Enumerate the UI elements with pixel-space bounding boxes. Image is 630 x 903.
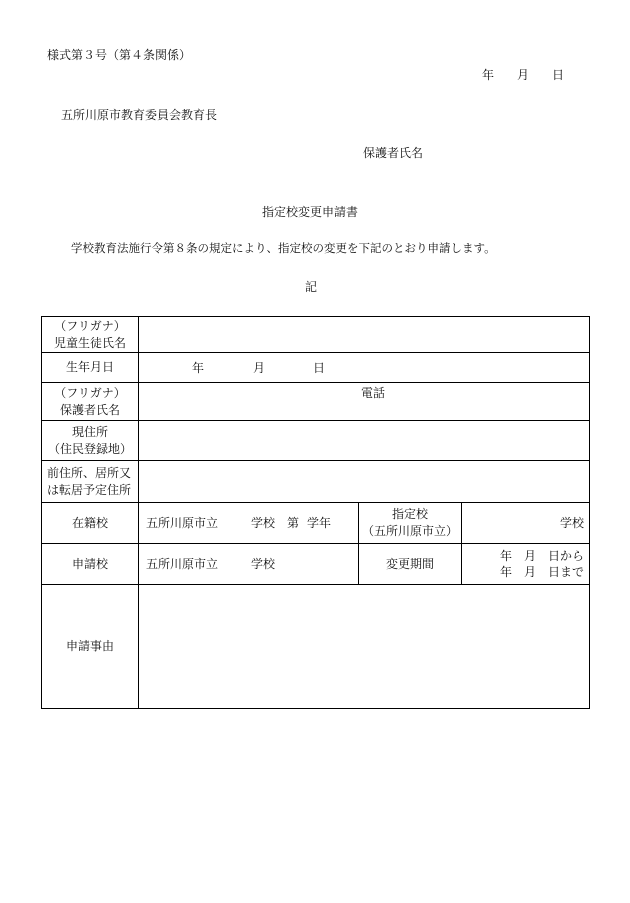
previous-address-label-cell: [42, 461, 139, 503]
row-enrolled-school: [42, 503, 590, 544]
enrolled-school-label-cell: [42, 503, 139, 544]
date-month-label: 月: [517, 68, 530, 82]
current-address-sub-label: （住民登録地）: [47, 441, 132, 456]
phone-label: 電話: [361, 386, 386, 400]
guardian-name-value-cell: [139, 383, 590, 421]
form-number: 様式第３号（第４条関係）: [47, 48, 192, 62]
student-name-label: 児童生徒氏名: [53, 335, 126, 350]
application-form-table: [41, 316, 590, 709]
previous-address-label-line1: 前住所、居所又: [47, 465, 132, 480]
student-name-label-cell: [42, 317, 139, 353]
row-birth-date: [42, 353, 590, 383]
reason-value-cell: [139, 585, 590, 709]
change-period-label-cell: [359, 544, 462, 585]
application-statement: 学校教育法施行令第８条の規定により、指定校の変更を下記のとおり申請します。: [71, 243, 496, 255]
student-name-value-cell: [139, 317, 590, 353]
reason-label: 申請事由: [65, 639, 114, 653]
applied-school-suffix: 学校: [251, 557, 276, 571]
birth-date-label: 生年月日: [65, 360, 114, 374]
student-name-furigana: （フリガナ）: [54, 318, 126, 333]
applied-school-value-cell: [139, 544, 359, 585]
ki-heading: 記: [305, 280, 318, 294]
current-address-label: 現住所: [71, 424, 108, 439]
birth-year-label: 年: [192, 360, 205, 375]
birth-day-label: 日: [313, 360, 326, 375]
row-guardian-name: [42, 383, 590, 421]
designated-school-value-cell: [462, 503, 590, 544]
guardian-name-furigana: （フリガナ）: [54, 385, 126, 400]
guardian-name-label: 保護者氏名: [363, 146, 424, 160]
document-title: 指定校変更申請書: [262, 205, 359, 219]
previous-address-label-line2: は転居予定住所: [47, 482, 132, 497]
previous-address-value-cell: [139, 461, 590, 503]
enrolled-school-city: 五所川原市立: [146, 516, 219, 530]
applied-school-label: 申請校: [71, 556, 108, 571]
date-year-label: 年: [482, 68, 495, 82]
designated-school-suffix: 学校: [560, 515, 585, 530]
change-period-from: 年 月 日から: [500, 549, 585, 563]
applied-school-label-cell: [42, 544, 139, 585]
row-reason: [42, 585, 590, 709]
guardian-name-label-cell: [42, 383, 139, 421]
addressee: 五所川原市教育委員会教育長: [61, 108, 218, 122]
reason-label-cell: [42, 585, 139, 709]
change-period-value-cell: [462, 544, 590, 585]
guardian-name-table-label: 保護者氏名: [59, 402, 120, 417]
enrolled-grade-suffix: 学年: [307, 516, 332, 530]
enrolled-school-value-cell: [139, 503, 359, 544]
designated-school-label: 指定校: [391, 507, 428, 521]
birth-date-label-cell: [42, 353, 139, 383]
date-day-label: 日: [552, 68, 565, 82]
birth-date-value-cell: [139, 353, 590, 383]
applied-school-city: 五所川原市立: [146, 557, 219, 571]
current-address-value-cell: [139, 421, 590, 461]
enrolled-school-suffix: 学校: [251, 516, 276, 530]
designated-school-label-cell: [359, 503, 462, 544]
birth-month-label: 月: [253, 360, 266, 375]
designated-school-sub-label: （五所川原市立）: [361, 524, 458, 538]
current-address-label-cell: [42, 421, 139, 461]
row-previous-address: [42, 461, 590, 503]
change-period-label: 変更期間: [385, 556, 434, 571]
enrolled-school-label: 在籍校: [71, 515, 108, 530]
enrolled-grade-prefix: 第: [287, 516, 300, 530]
row-student-name: [42, 317, 590, 353]
row-current-address: [42, 421, 590, 461]
row-applied-school: [42, 544, 590, 585]
change-period-to: 年 月 日まで: [500, 565, 585, 579]
